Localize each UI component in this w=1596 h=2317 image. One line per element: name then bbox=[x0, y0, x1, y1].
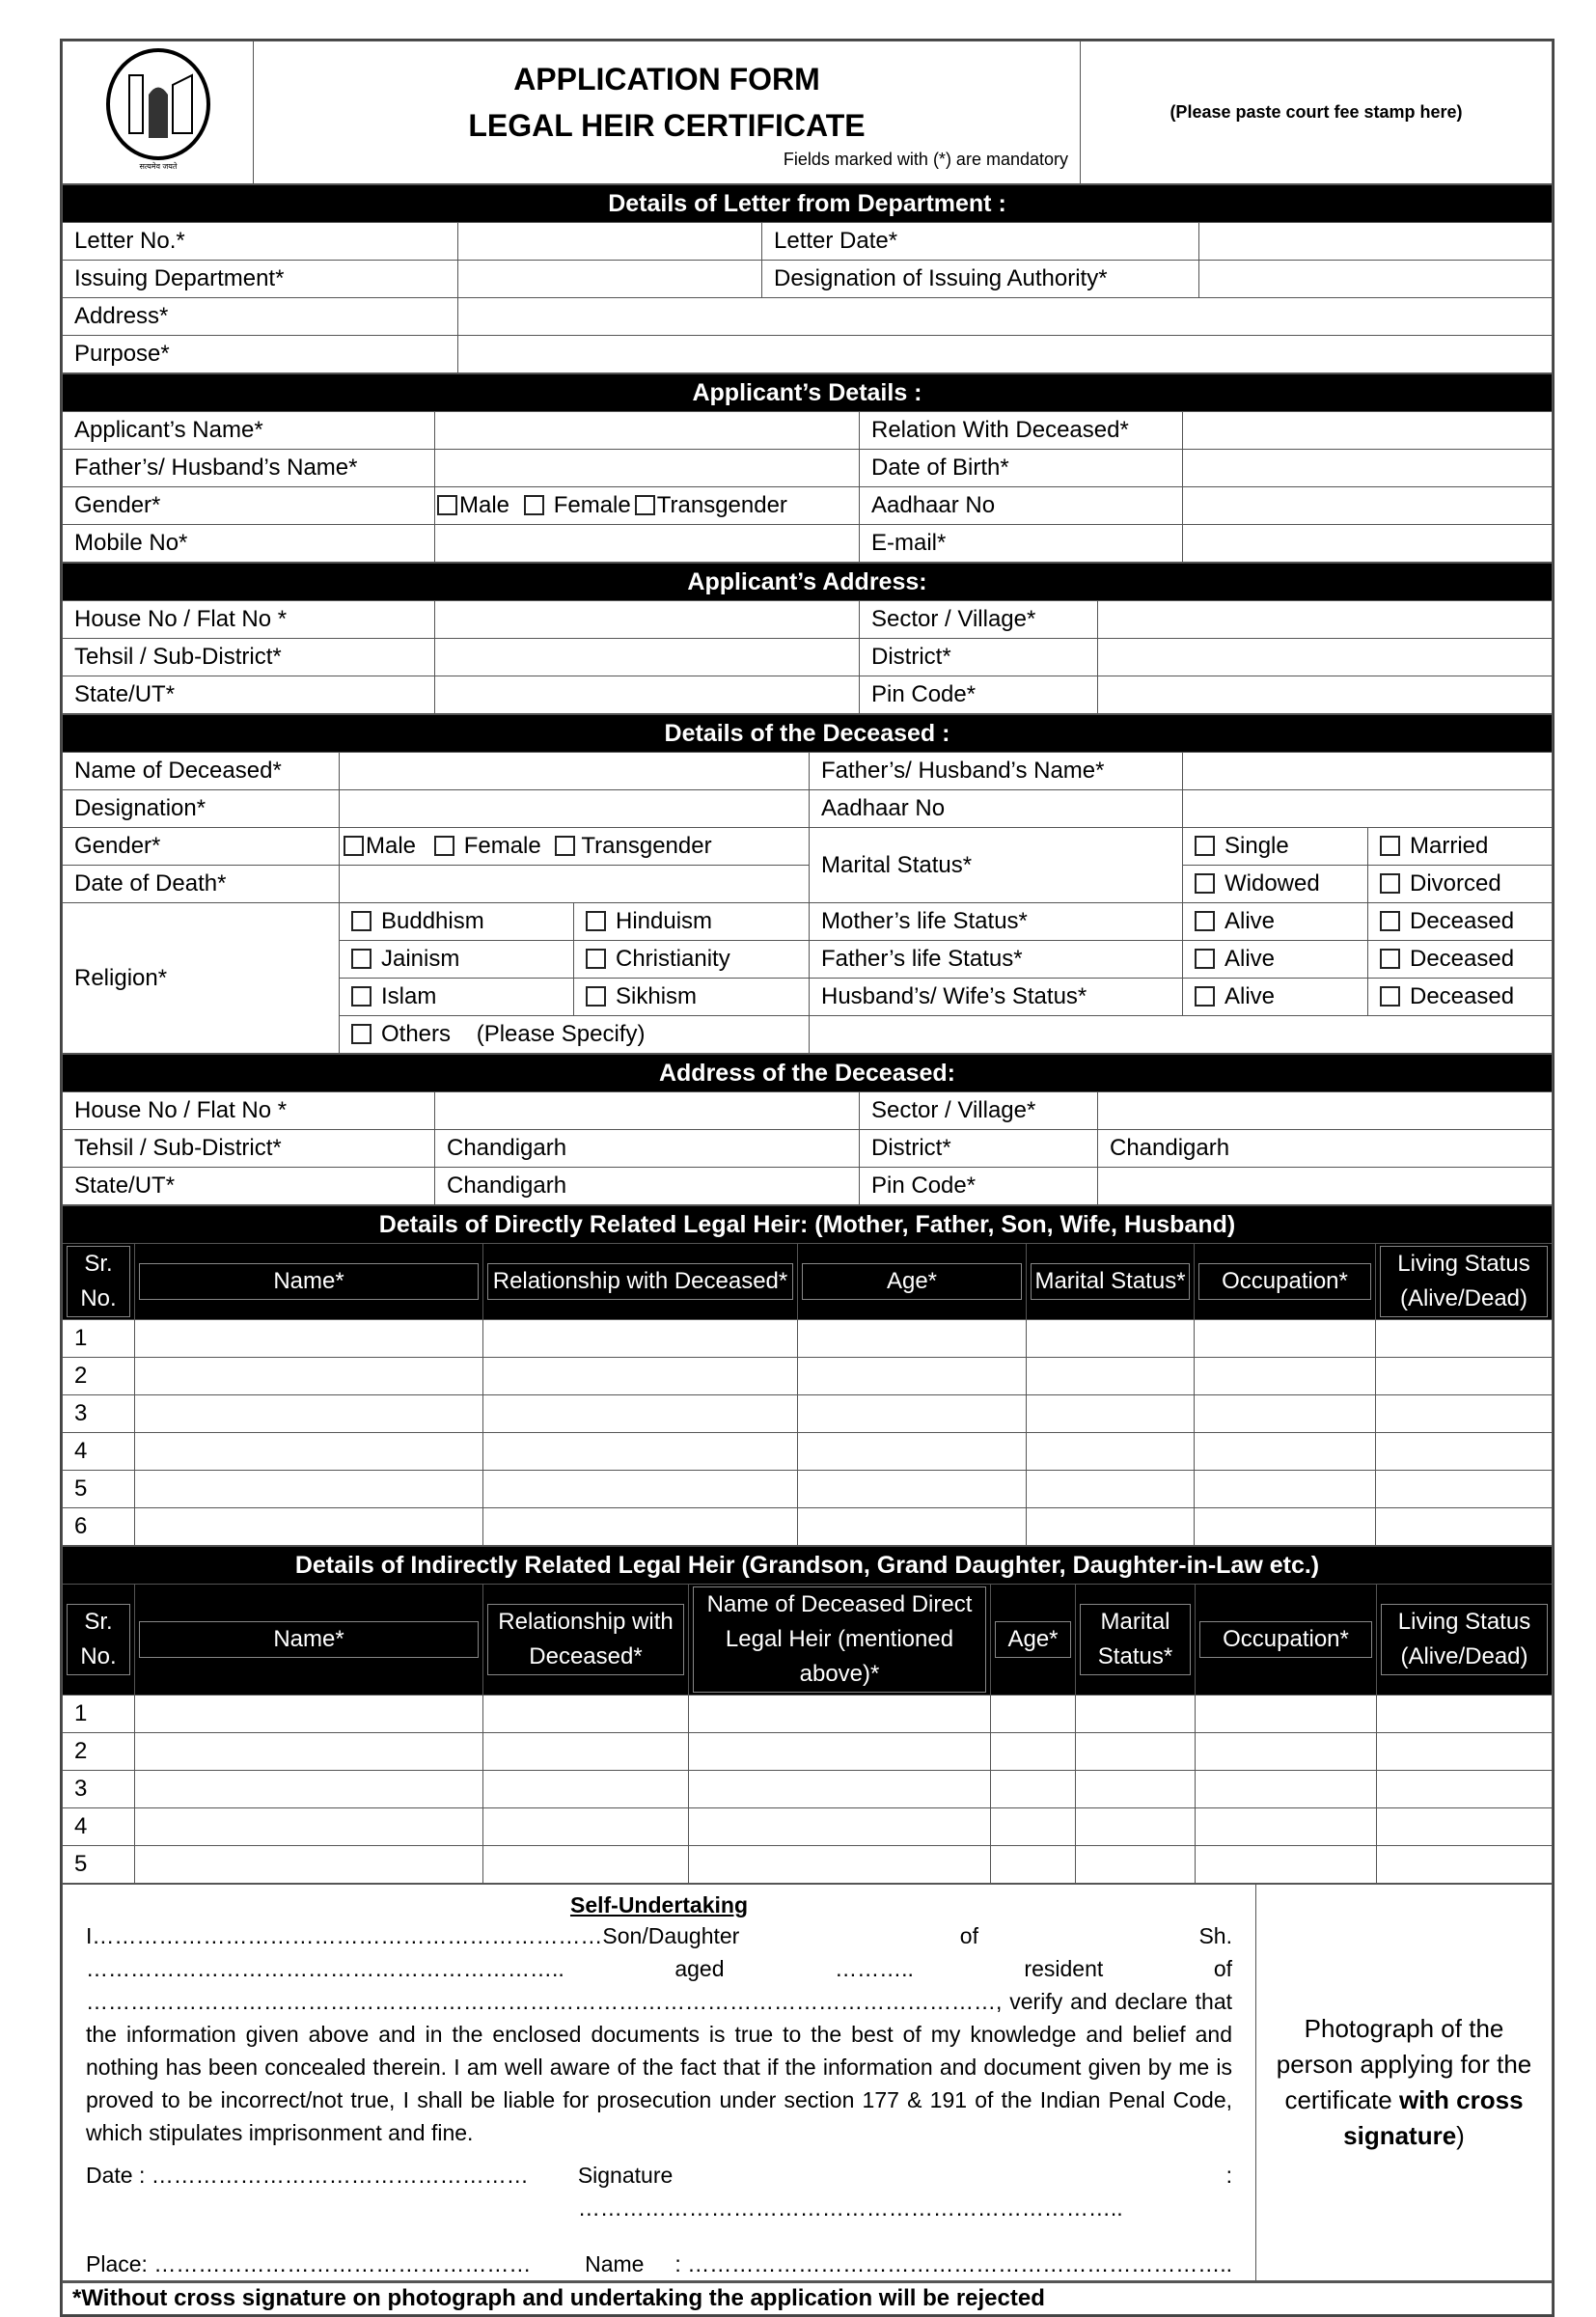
label: Religion* bbox=[63, 903, 340, 1054]
table-cell[interactable] bbox=[689, 1696, 991, 1733]
designation-field[interactable] bbox=[340, 790, 810, 828]
label: District* bbox=[860, 639, 1098, 676]
label: Tehsil / Sub-District* bbox=[63, 1130, 435, 1168]
table-cell[interactable] bbox=[1376, 1320, 1553, 1358]
table-cell[interactable] bbox=[798, 1358, 1027, 1395]
alive-option[interactable] bbox=[1183, 979, 1368, 1016]
table-cell[interactable] bbox=[689, 1733, 991, 1771]
table-cell[interactable] bbox=[135, 1320, 483, 1358]
applicant-section bbox=[62, 373, 1553, 563]
table-row bbox=[63, 1358, 1553, 1395]
undertaking-text-cell bbox=[63, 1885, 1256, 2282]
option-label: Sikhism bbox=[616, 983, 698, 1009]
column-header-label: Relationship with Deceased* bbox=[487, 1604, 684, 1675]
column-header bbox=[1076, 1585, 1196, 1696]
column-header-label: Occupation* bbox=[1199, 1621, 1372, 1658]
table-cell[interactable] bbox=[1027, 1358, 1195, 1395]
table-cell[interactable] bbox=[483, 1733, 689, 1771]
father-name-field[interactable] bbox=[435, 450, 860, 487]
checkbox[interactable] bbox=[1195, 911, 1215, 931]
option-label: Alive bbox=[1225, 946, 1276, 972]
label: Designation of Issuing Authority* bbox=[762, 261, 1199, 298]
option-label: Alive bbox=[1225, 908, 1276, 934]
table-cell[interactable] bbox=[798, 1471, 1027, 1508]
table-cell[interactable] bbox=[483, 1471, 798, 1508]
house-field[interactable] bbox=[435, 1092, 860, 1130]
christianity-option[interactable] bbox=[574, 941, 810, 979]
deceased-address-section bbox=[62, 1054, 1553, 1205]
state-field[interactable] bbox=[435, 676, 860, 714]
photo-text-end: ) bbox=[1456, 2121, 1465, 2150]
column-header bbox=[689, 1585, 991, 1696]
checkbox[interactable] bbox=[351, 986, 371, 1007]
label: State/UT* bbox=[63, 676, 435, 714]
letter-section bbox=[62, 184, 1553, 373]
table-cell[interactable] bbox=[689, 1808, 991, 1846]
table-row bbox=[63, 1471, 1553, 1508]
column-header-label: Marital Status* bbox=[1031, 1263, 1190, 1300]
table-row bbox=[63, 1846, 1553, 1884]
mobile-field[interactable] bbox=[435, 525, 860, 563]
undertaking-body: I……………………………………………………………Son/Daughter of Sh. ……………………………………………………….. aged ……….. resident of ……………………………………………………………………………………………………………, verify and declare that the information given above and in the enclosed documents is true to the best of my knowledge and belief and nothing has been concealed therein. I am well aware of the fact that if the information and document given by me is proved to be incorrect/not true, I shall be liable for prosecution under section 177 & 191 of the Indian Penal Code, which stipulates imprisonment and fine. bbox=[86, 1923, 1232, 2145]
rejection-note: *Without cross signature on photograph and undertaking the application will be rejected bbox=[63, 2282, 1553, 2315]
table-row bbox=[63, 1808, 1553, 1846]
table-cell[interactable] bbox=[1027, 1433, 1195, 1471]
table-cell[interactable] bbox=[483, 1508, 798, 1546]
purpose-field[interactable] bbox=[458, 336, 1553, 373]
table-cell[interactable] bbox=[991, 1771, 1076, 1808]
letter-no-field[interactable] bbox=[458, 223, 762, 261]
column-header-label: Name* bbox=[139, 1263, 479, 1300]
deceased-option[interactable] bbox=[1368, 941, 1553, 979]
table-row bbox=[63, 1395, 1553, 1433]
table-row bbox=[63, 1696, 1553, 1733]
mandatory-note: Fields marked with (*) are mandatory bbox=[783, 149, 1068, 169]
column-header bbox=[1196, 1585, 1377, 1696]
checkbox[interactable] bbox=[1380, 949, 1400, 969]
column-header bbox=[135, 1244, 483, 1320]
option-label: Transgender bbox=[656, 492, 787, 518]
widowed-option[interactable] bbox=[1183, 866, 1368, 903]
row-number: 2 bbox=[63, 1358, 135, 1395]
table-cell[interactable] bbox=[1376, 1358, 1553, 1395]
table-cell[interactable] bbox=[798, 1433, 1027, 1471]
section-heading: Details of Letter from Department : bbox=[63, 185, 1553, 223]
option-label: Jainism bbox=[381, 946, 460, 972]
district-field[interactable] bbox=[1098, 639, 1553, 676]
column-header-label: Sr. No. bbox=[67, 1604, 130, 1675]
transgender-checkbox[interactable] bbox=[635, 495, 655, 515]
table-cell[interactable] bbox=[135, 1696, 483, 1733]
column-header bbox=[1195, 1244, 1376, 1320]
checkbox[interactable] bbox=[1195, 949, 1215, 969]
table-cell[interactable] bbox=[483, 1846, 689, 1884]
column-header bbox=[135, 1585, 483, 1696]
column-header bbox=[63, 1244, 135, 1320]
label: Address* bbox=[63, 298, 458, 336]
table-cell[interactable] bbox=[483, 1320, 798, 1358]
indirect-heirs-table bbox=[62, 1546, 1553, 1884]
column-header bbox=[63, 1585, 135, 1696]
house-field[interactable] bbox=[435, 601, 860, 639]
label: Date of Birth* bbox=[860, 450, 1183, 487]
table-cell[interactable] bbox=[483, 1395, 798, 1433]
table-cell[interactable] bbox=[1195, 1471, 1376, 1508]
married-option[interactable] bbox=[1368, 828, 1553, 866]
table-cell[interactable] bbox=[1027, 1395, 1195, 1433]
sector-field[interactable] bbox=[1098, 1092, 1553, 1130]
label: Tehsil / Sub-District* bbox=[63, 639, 435, 676]
female-checkbox[interactable] bbox=[524, 495, 544, 515]
row-number: 3 bbox=[63, 1771, 135, 1808]
hinduism-option[interactable] bbox=[574, 903, 810, 941]
direct-heirs-table bbox=[62, 1205, 1553, 1546]
table-cell[interactable] bbox=[798, 1320, 1027, 1358]
photo-text: Photograph of the person applying for the certificate bbox=[1276, 2014, 1532, 2114]
checkbox[interactable] bbox=[1380, 986, 1400, 1007]
option-label: Male bbox=[459, 492, 510, 518]
label: Gender* bbox=[63, 487, 435, 525]
option-label: Hinduism bbox=[616, 908, 713, 934]
district-field[interactable]: Chandigarh bbox=[1098, 1130, 1553, 1168]
transgender-checkbox[interactable] bbox=[555, 836, 575, 856]
female-checkbox[interactable] bbox=[434, 836, 454, 856]
table-cell[interactable] bbox=[483, 1808, 689, 1846]
label: Sector / Village* bbox=[860, 1092, 1098, 1130]
label: Date of Death* bbox=[63, 866, 340, 903]
checkbox[interactable] bbox=[1380, 911, 1400, 931]
male-checkbox[interactable] bbox=[344, 836, 364, 856]
issuing-dept-field[interactable] bbox=[458, 261, 762, 298]
option-label: Widowed bbox=[1225, 870, 1320, 896]
checkbox[interactable] bbox=[1195, 986, 1215, 1007]
table-row bbox=[63, 1771, 1553, 1808]
checkbox[interactable] bbox=[586, 949, 606, 969]
table-cell[interactable] bbox=[991, 1696, 1076, 1733]
gender-options bbox=[435, 487, 860, 525]
table-cell[interactable] bbox=[135, 1508, 483, 1546]
jainism-option[interactable] bbox=[340, 941, 574, 979]
table-cell[interactable] bbox=[1076, 1696, 1196, 1733]
photo-text-bold: with cross signature bbox=[1343, 2085, 1524, 2150]
designation-field[interactable] bbox=[1199, 261, 1553, 298]
dob-field[interactable] bbox=[1183, 450, 1553, 487]
table-row bbox=[63, 1320, 1553, 1358]
column-header-label: Age* bbox=[995, 1621, 1071, 1658]
column-header-label: Living Status (Alive/Dead) bbox=[1380, 1246, 1548, 1317]
label: Designation* bbox=[63, 790, 340, 828]
sector-field[interactable] bbox=[1098, 601, 1553, 639]
section-heading: Address of the Deceased: bbox=[63, 1055, 1553, 1092]
column-header bbox=[483, 1244, 798, 1320]
row-number: 3 bbox=[63, 1395, 135, 1433]
tehsil-field[interactable]: Chandigarh bbox=[435, 1130, 860, 1168]
label: District* bbox=[860, 1130, 1098, 1168]
option-label: Married bbox=[1410, 833, 1489, 859]
checkbox[interactable] bbox=[351, 911, 371, 931]
checkbox[interactable] bbox=[351, 949, 371, 969]
applicant-address-section bbox=[62, 563, 1553, 714]
option-label: Female bbox=[463, 833, 541, 859]
photograph-box bbox=[1256, 1885, 1553, 2282]
aadhaar-field[interactable] bbox=[1183, 790, 1553, 828]
column-header-label: Age* bbox=[802, 1263, 1022, 1300]
column-header bbox=[798, 1244, 1027, 1320]
section-heading: Applicant’s Details : bbox=[63, 374, 1553, 412]
table-cell[interactable] bbox=[1195, 1433, 1376, 1471]
label: Letter No.* bbox=[63, 223, 458, 261]
table-cell[interactable] bbox=[1195, 1320, 1376, 1358]
section-heading: Details of Indirectly Related Legal Heir (Grandson, Grand Daughter, Daughter-in-Law etc.) bbox=[63, 1547, 1553, 1585]
option-label: Deceased bbox=[1410, 946, 1515, 972]
column-header-label: Name of Deceased Direct Legal Heir (mentioned above)* bbox=[693, 1586, 986, 1693]
table-cell[interactable] bbox=[798, 1508, 1027, 1546]
table-cell[interactable] bbox=[689, 1846, 991, 1884]
table-cell[interactable] bbox=[1196, 1733, 1377, 1771]
option-label: Divorced bbox=[1410, 870, 1501, 896]
label: Sector / Village* bbox=[860, 601, 1098, 639]
sikhism-option[interactable] bbox=[574, 979, 810, 1016]
table-cell[interactable] bbox=[135, 1771, 483, 1808]
applicant-name-field[interactable] bbox=[435, 412, 860, 450]
option-label: Alive bbox=[1225, 983, 1276, 1009]
label: Aadhaar No bbox=[810, 790, 1183, 828]
islam-option[interactable] bbox=[340, 979, 574, 1016]
gender-options bbox=[340, 828, 810, 866]
table-cell[interactable] bbox=[1027, 1471, 1195, 1508]
checkbox[interactable] bbox=[586, 911, 606, 931]
option-label: Transgender bbox=[581, 833, 712, 859]
label: Husband’s/ Wife’s Status* bbox=[810, 979, 1183, 1016]
column-header-label: Marital Status* bbox=[1080, 1604, 1191, 1675]
label: Marital Status* bbox=[810, 828, 1183, 903]
label: Pin Code* bbox=[860, 1168, 1098, 1205]
relation-field[interactable] bbox=[1183, 412, 1553, 450]
table-cell[interactable] bbox=[1195, 1358, 1376, 1395]
table-cell[interactable] bbox=[798, 1395, 1027, 1433]
others-option[interactable] bbox=[340, 1016, 810, 1054]
title-line-1: APPLICATION FORM bbox=[513, 61, 820, 97]
table-row bbox=[63, 1733, 1553, 1771]
single-option[interactable] bbox=[1183, 828, 1368, 866]
table-cell[interactable] bbox=[135, 1846, 483, 1884]
table-cell[interactable] bbox=[1377, 1846, 1553, 1884]
section-heading: Applicant’s Address: bbox=[63, 564, 1553, 601]
table-cell[interactable] bbox=[1376, 1508, 1553, 1546]
form-title bbox=[254, 41, 1081, 184]
label: Mother’s life Status* bbox=[810, 903, 1183, 941]
table-cell[interactable] bbox=[1376, 1395, 1553, 1433]
table-cell[interactable] bbox=[1377, 1771, 1553, 1808]
label: State/UT* bbox=[63, 1168, 435, 1205]
row-number: 4 bbox=[63, 1808, 135, 1846]
table-cell[interactable] bbox=[483, 1433, 798, 1471]
column-header bbox=[1376, 1244, 1553, 1320]
table-cell[interactable] bbox=[1076, 1771, 1196, 1808]
checkbox[interactable] bbox=[1380, 836, 1400, 856]
title-line-2: LEGAL HEIR CERTIFICATE bbox=[468, 107, 866, 143]
table-cell[interactable] bbox=[991, 1846, 1076, 1884]
label: Father’s/ Husband’s Name* bbox=[63, 450, 435, 487]
name-line[interactable]: Name : ……………………………………………………………….. bbox=[585, 2251, 1232, 2276]
table-cell[interactable] bbox=[135, 1433, 483, 1471]
label: Purpose* bbox=[63, 336, 458, 373]
label: Letter Date* bbox=[762, 223, 1199, 261]
checkbox[interactable] bbox=[586, 986, 606, 1007]
table-cell[interactable] bbox=[991, 1733, 1076, 1771]
date-line[interactable]: Date : …………………………………………… bbox=[86, 2163, 529, 2188]
undertaking-section bbox=[62, 1884, 1553, 2315]
label: Mobile No* bbox=[63, 525, 435, 563]
pin-field[interactable] bbox=[1098, 1168, 1553, 1205]
table-cell[interactable] bbox=[135, 1471, 483, 1508]
table-cell[interactable] bbox=[483, 1771, 689, 1808]
table-cell[interactable] bbox=[1376, 1433, 1553, 1471]
buddhism-option[interactable] bbox=[340, 903, 574, 941]
table-cell[interactable] bbox=[1196, 1696, 1377, 1733]
column-header-label: Sr. No. bbox=[67, 1246, 130, 1317]
option-label: Deceased bbox=[1410, 908, 1515, 934]
deceased-option[interactable] bbox=[1368, 979, 1553, 1016]
aadhaar-field[interactable] bbox=[1183, 487, 1553, 525]
option-label: Buddhism bbox=[381, 908, 484, 934]
letter-date-field[interactable] bbox=[1199, 223, 1553, 261]
option-label: Male bbox=[366, 833, 417, 859]
deceased-father-field[interactable] bbox=[1183, 753, 1553, 790]
section-heading: Details of Directly Related Legal Heir: (Mother, Father, Son, Wife, Husband) bbox=[63, 1206, 1553, 1244]
label: Gender* bbox=[63, 828, 340, 866]
label: Aadhaar No bbox=[860, 487, 1183, 525]
label: Father’s/ Husband’s Name* bbox=[810, 753, 1183, 790]
label: Name of Deceased* bbox=[63, 753, 340, 790]
option-label: Islam bbox=[381, 983, 437, 1009]
deceased-section bbox=[62, 714, 1553, 1054]
specify-label: (Please Specify) bbox=[476, 1021, 646, 1047]
deceased-option[interactable] bbox=[1368, 903, 1553, 941]
table-cell[interactable] bbox=[1027, 1320, 1195, 1358]
label: House No / Flat No * bbox=[63, 1092, 435, 1130]
table-cell[interactable] bbox=[1195, 1395, 1376, 1433]
male-checkbox[interactable] bbox=[437, 495, 457, 515]
table-cell[interactable] bbox=[1076, 1808, 1196, 1846]
checkbox[interactable] bbox=[1195, 836, 1215, 856]
alive-option[interactable] bbox=[1183, 941, 1368, 979]
label: Issuing Department* bbox=[63, 261, 458, 298]
table-cell[interactable] bbox=[135, 1395, 483, 1433]
label: E-mail* bbox=[860, 525, 1183, 563]
table-cell[interactable] bbox=[135, 1808, 483, 1846]
column-header bbox=[483, 1585, 689, 1696]
section-heading: Details of the Deceased : bbox=[63, 715, 1553, 753]
table-cell[interactable] bbox=[991, 1808, 1076, 1846]
column-header bbox=[991, 1585, 1076, 1696]
table-cell[interactable] bbox=[1377, 1808, 1553, 1846]
email-field[interactable] bbox=[1183, 525, 1553, 563]
table-cell[interactable] bbox=[135, 1358, 483, 1395]
table-cell[interactable] bbox=[1196, 1846, 1377, 1884]
table-row bbox=[63, 1508, 1553, 1546]
signature-line[interactable]: Signature : ……………………………………………………………….. bbox=[577, 2163, 1232, 2220]
option-label: Others bbox=[381, 1021, 452, 1047]
divorced-option[interactable] bbox=[1368, 866, 1553, 903]
column-header-label: Relationship with Deceased* bbox=[487, 1263, 793, 1300]
table-cell[interactable] bbox=[1076, 1846, 1196, 1884]
column-header bbox=[1027, 1244, 1195, 1320]
table-cell[interactable] bbox=[1196, 1771, 1377, 1808]
pin-field[interactable] bbox=[1098, 676, 1553, 714]
table-cell[interactable] bbox=[1196, 1808, 1377, 1846]
checkbox[interactable] bbox=[1195, 873, 1215, 894]
row-number: 2 bbox=[63, 1733, 135, 1771]
svg-text:सत्यमेव जयते: सत्यमेव जयते bbox=[139, 162, 177, 171]
dod-field[interactable] bbox=[340, 866, 810, 903]
alive-option[interactable] bbox=[1183, 903, 1368, 941]
table-cell[interactable] bbox=[135, 1733, 483, 1771]
table-cell[interactable] bbox=[483, 1696, 689, 1733]
row-number: 6 bbox=[63, 1508, 135, 1546]
column-header-label: Name* bbox=[139, 1621, 479, 1658]
label: Applicant’s Name* bbox=[63, 412, 435, 450]
application-form bbox=[60, 39, 1555, 2317]
label: Pin Code* bbox=[860, 676, 1098, 714]
row-number: 1 bbox=[63, 1696, 135, 1733]
row-number: 5 bbox=[63, 1846, 135, 1884]
option-label: Christianity bbox=[616, 946, 730, 972]
deceased-name-field[interactable] bbox=[340, 753, 810, 790]
place-line[interactable]: Place: …………………………………………… bbox=[86, 2251, 532, 2276]
tehsil-field[interactable] bbox=[435, 639, 860, 676]
state-field[interactable]: Chandigarh bbox=[435, 1168, 860, 1205]
checkbox[interactable] bbox=[1380, 873, 1400, 894]
label: Relation With Deceased* bbox=[860, 412, 1183, 450]
label: House No / Flat No * bbox=[63, 601, 435, 639]
row-number: 5 bbox=[63, 1471, 135, 1508]
option-label: Deceased bbox=[1410, 983, 1515, 1009]
option-label: Female bbox=[553, 492, 631, 518]
label: Father’s life Status* bbox=[810, 941, 1183, 979]
checkbox[interactable] bbox=[351, 1024, 371, 1044]
column-header bbox=[1377, 1585, 1553, 1696]
option-label: Single bbox=[1225, 833, 1289, 859]
table-row bbox=[63, 1433, 1553, 1471]
blank-cell bbox=[810, 1016, 1553, 1054]
table-cell[interactable] bbox=[1377, 1733, 1553, 1771]
table-cell[interactable] bbox=[1076, 1733, 1196, 1771]
address-field[interactable] bbox=[458, 298, 1553, 336]
table-cell[interactable] bbox=[483, 1358, 798, 1395]
table-cell[interactable] bbox=[689, 1771, 991, 1808]
column-header-label: Living Status (Alive/Dead) bbox=[1381, 1604, 1548, 1675]
row-number: 4 bbox=[63, 1433, 135, 1471]
table-cell[interactable] bbox=[1195, 1508, 1376, 1546]
table-cell[interactable] bbox=[1376, 1471, 1553, 1508]
undertaking-heading: Self-Undertaking bbox=[569, 1892, 749, 1917]
table-cell[interactable] bbox=[1377, 1696, 1553, 1733]
court-fee-stamp-area: (Please paste court fee stamp here) bbox=[1081, 41, 1553, 184]
row-number: 1 bbox=[63, 1320, 135, 1358]
table-cell[interactable] bbox=[1027, 1508, 1195, 1546]
column-header-label: Occupation* bbox=[1198, 1263, 1371, 1300]
emblem-logo bbox=[63, 41, 254, 184]
